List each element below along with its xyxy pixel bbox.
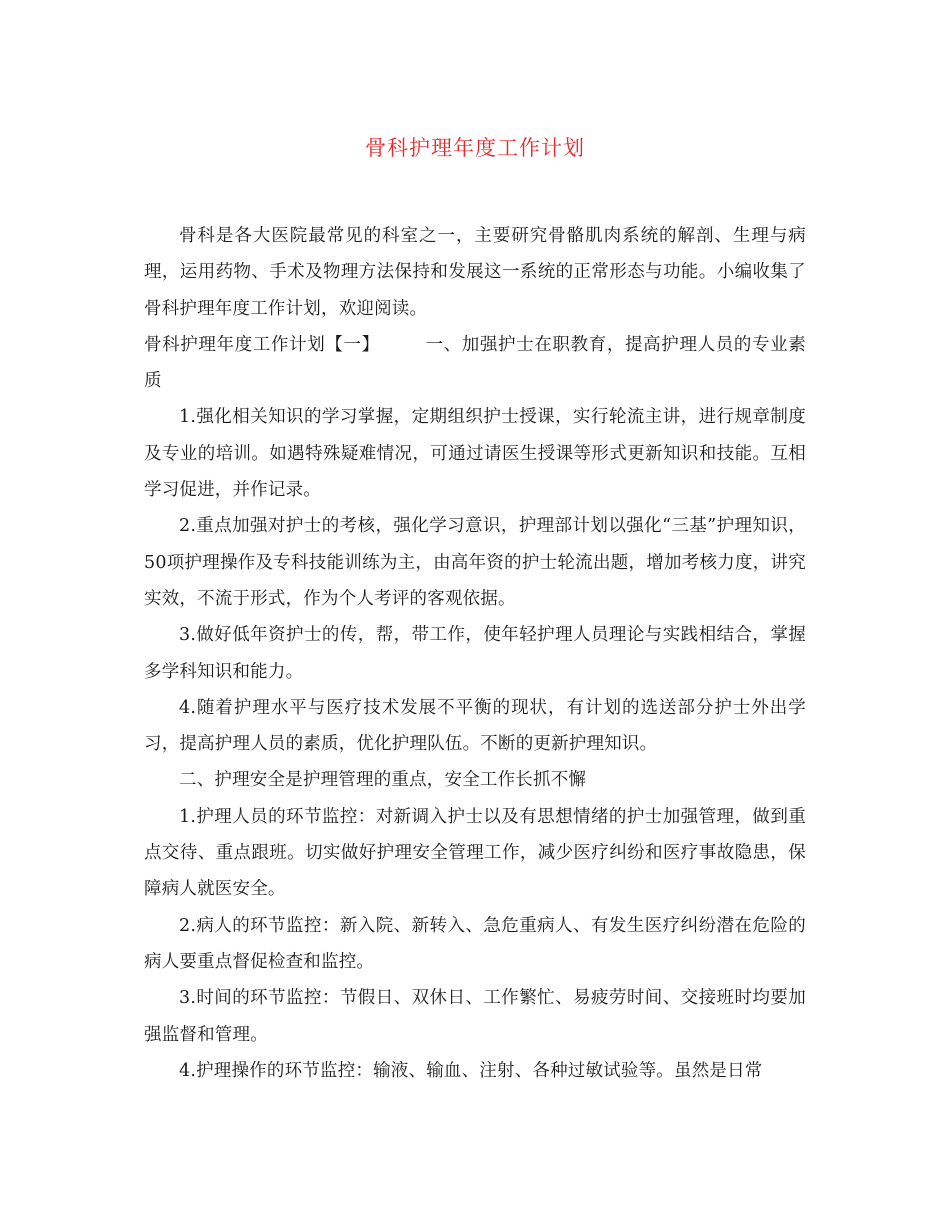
paragraph-2-1: 1.护理人员的环节监控：对新调入护士以及有思想情绪的护士加强管理，做到重点交待、重点跟班。切实做好护理安全管理工作，减少医疗纠纷和医疗事故隐患，保障病人就医安全。: [144, 806, 806, 900]
paragraph-1-3: 3.做好低年资护士的传，帮，带工作，使年轻护理人员理论与实践相结合，掌握多学科知识和能力。: [144, 625, 806, 682]
paragraph-1-1: 1.强化相关知识的学习掌握，定期组织护士授课，实行轮流主讲，进行规章制度及专业的培训。如遇特殊疑难情况，可通过请医生授课等形式更新知识和技能。互相学习促进，并作记录。: [144, 407, 806, 501]
paragraph-1-4: 4.随着护理水平与医疗技术发展不平衡的现状，有计划的选送部分护士外出学习，提高护理人员的素质，优化护理队伍。不断的更新护理知识。: [144, 697, 806, 755]
intro-paragraph: 骨科是各大医院最常见的科室之一，主要研究骨骼肌肉系统的解剖、生理与病理，运用药物、手术及物理方法保持和发展这一系统的正常形态与功能。小编收集了骨科护理年度工作计划，欢迎阅读。: [144, 226, 806, 319]
document-body: [144, 218, 806, 1089]
document-title: 骨科护理年度工作计划: [365, 136, 585, 160]
section-heading-plan-one: 骨科护理年度工作计划【一】 一、加强护士在职教育，提高护理人员的专业素质: [144, 334, 806, 392]
paragraph-2-2: 2.病人的环节监控：新入院、新转入、急危重病人、有发生医疗纠纷潜在危险的病人要重点督促检查和监控。: [144, 915, 806, 972]
paragraph-2-4: 4.护理操作的环节监控：输液、输血、注射、各种过敏试验等。虽然是日常: [179, 1060, 763, 1081]
paragraph-1-2: 2.重点加强对护士的考核，强化学习意识，护理部计划以强化“三基”护理知识，50项护理操作及专科技能训练为主，由高年资的护士轮流出题，增加考核力度，讲究实效，不流于形式，作为个人考评的客观依据。: [144, 516, 806, 609]
paragraph-2-3: 3.时间的环节监控：节假日、双休日、工作繁忙、易疲劳时间、交接班时均要加强监督和管理。: [144, 988, 806, 1045]
section-heading-two: 二、护理安全是护理管理的重点，安全工作长抓不懈: [179, 770, 587, 791]
